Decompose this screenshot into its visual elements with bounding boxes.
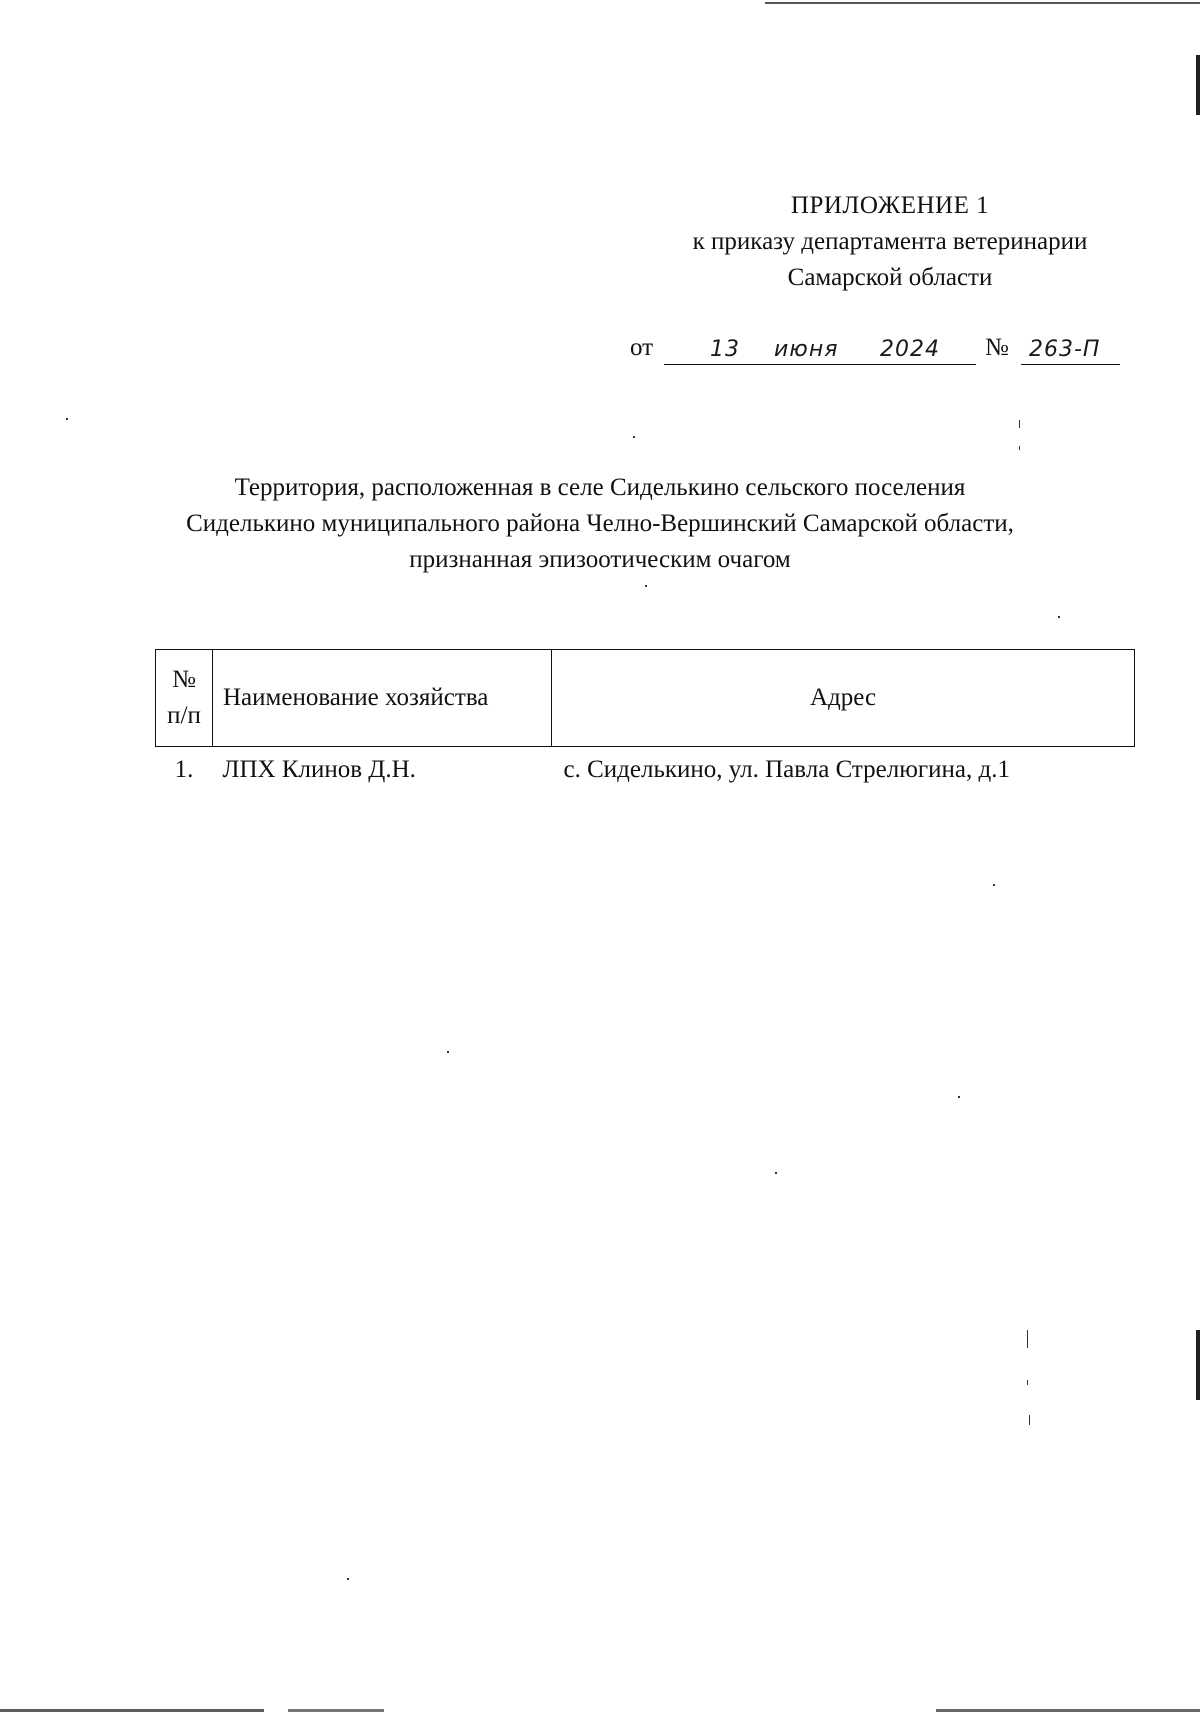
- column-header-number: [156, 650, 213, 747]
- scan-speck: [775, 1172, 777, 1174]
- document-title-line: признанная эпизоотическим очагом: [409, 546, 791, 573]
- order-date-day: 13: [710, 337, 740, 362]
- order-date-month: июня: [774, 337, 839, 362]
- scan-speck: [993, 884, 995, 886]
- scan-speck: [1027, 1330, 1028, 1348]
- appendix-reference-line: к приказу департамента ветеринарии: [692, 228, 1088, 255]
- scan-speck: [645, 585, 647, 587]
- document-title-line: Сиделькино муниципального района Челно-Вершинский Самарской области,: [186, 510, 1014, 537]
- table-row: [156, 747, 1135, 788]
- order-date-year: 2024: [880, 337, 940, 362]
- table-header-row: [156, 650, 1135, 747]
- order-number-label: №: [985, 334, 1009, 361]
- scan-speck: [958, 1096, 960, 1098]
- appendix-region-line: Самарской области: [787, 264, 993, 291]
- households-table: [155, 649, 1135, 787]
- column-header-address: Адрес: [552, 650, 1135, 747]
- appendix-header: [660, 188, 1120, 296]
- appendix-title: ПРИЛОЖЕНИЕ 1: [790, 192, 990, 219]
- document-title-line: Территория, расположенная в селе Сиделькино сельского поселения: [234, 474, 966, 501]
- row-number-cell: 1.: [174, 756, 194, 783]
- order-reference: [630, 330, 1120, 366]
- scan-artifact-top-line: [765, 2, 1200, 4]
- scan-artifact-right-bar: [1196, 1330, 1200, 1400]
- scan-speck: [1058, 616, 1060, 618]
- scan-speck: [1019, 446, 1020, 450]
- column-header-number-abbr: п/п: [167, 702, 201, 729]
- scan-artifact-bottom-line: [0, 1709, 1200, 1712]
- order-number-value: 263-П: [1029, 337, 1101, 362]
- document-title: [100, 470, 1100, 578]
- order-number-field: [1021, 330, 1120, 365]
- scan-speck: [633, 436, 635, 438]
- scan-speck: [1029, 1415, 1030, 1425]
- scan-speck: [1019, 420, 1020, 428]
- order-date-field: [664, 330, 976, 365]
- scan-speck: [347, 1578, 349, 1580]
- household-name-cell: ЛПХ Клинов Д.Н.: [222, 756, 416, 783]
- scan-artifact-right-bar: [1196, 55, 1200, 115]
- scan-speck: [1027, 1380, 1028, 1385]
- scan-speck: [447, 1051, 449, 1053]
- column-header-number-symbol: №: [172, 666, 196, 693]
- order-date-prefix: от: [630, 334, 654, 361]
- scan-speck: [66, 418, 68, 420]
- column-header-household-name: Наименование хозяйства: [213, 650, 552, 747]
- address-cell: с. Сиделькино, ул. Павла Стрелюгина, д.1: [563, 756, 1010, 783]
